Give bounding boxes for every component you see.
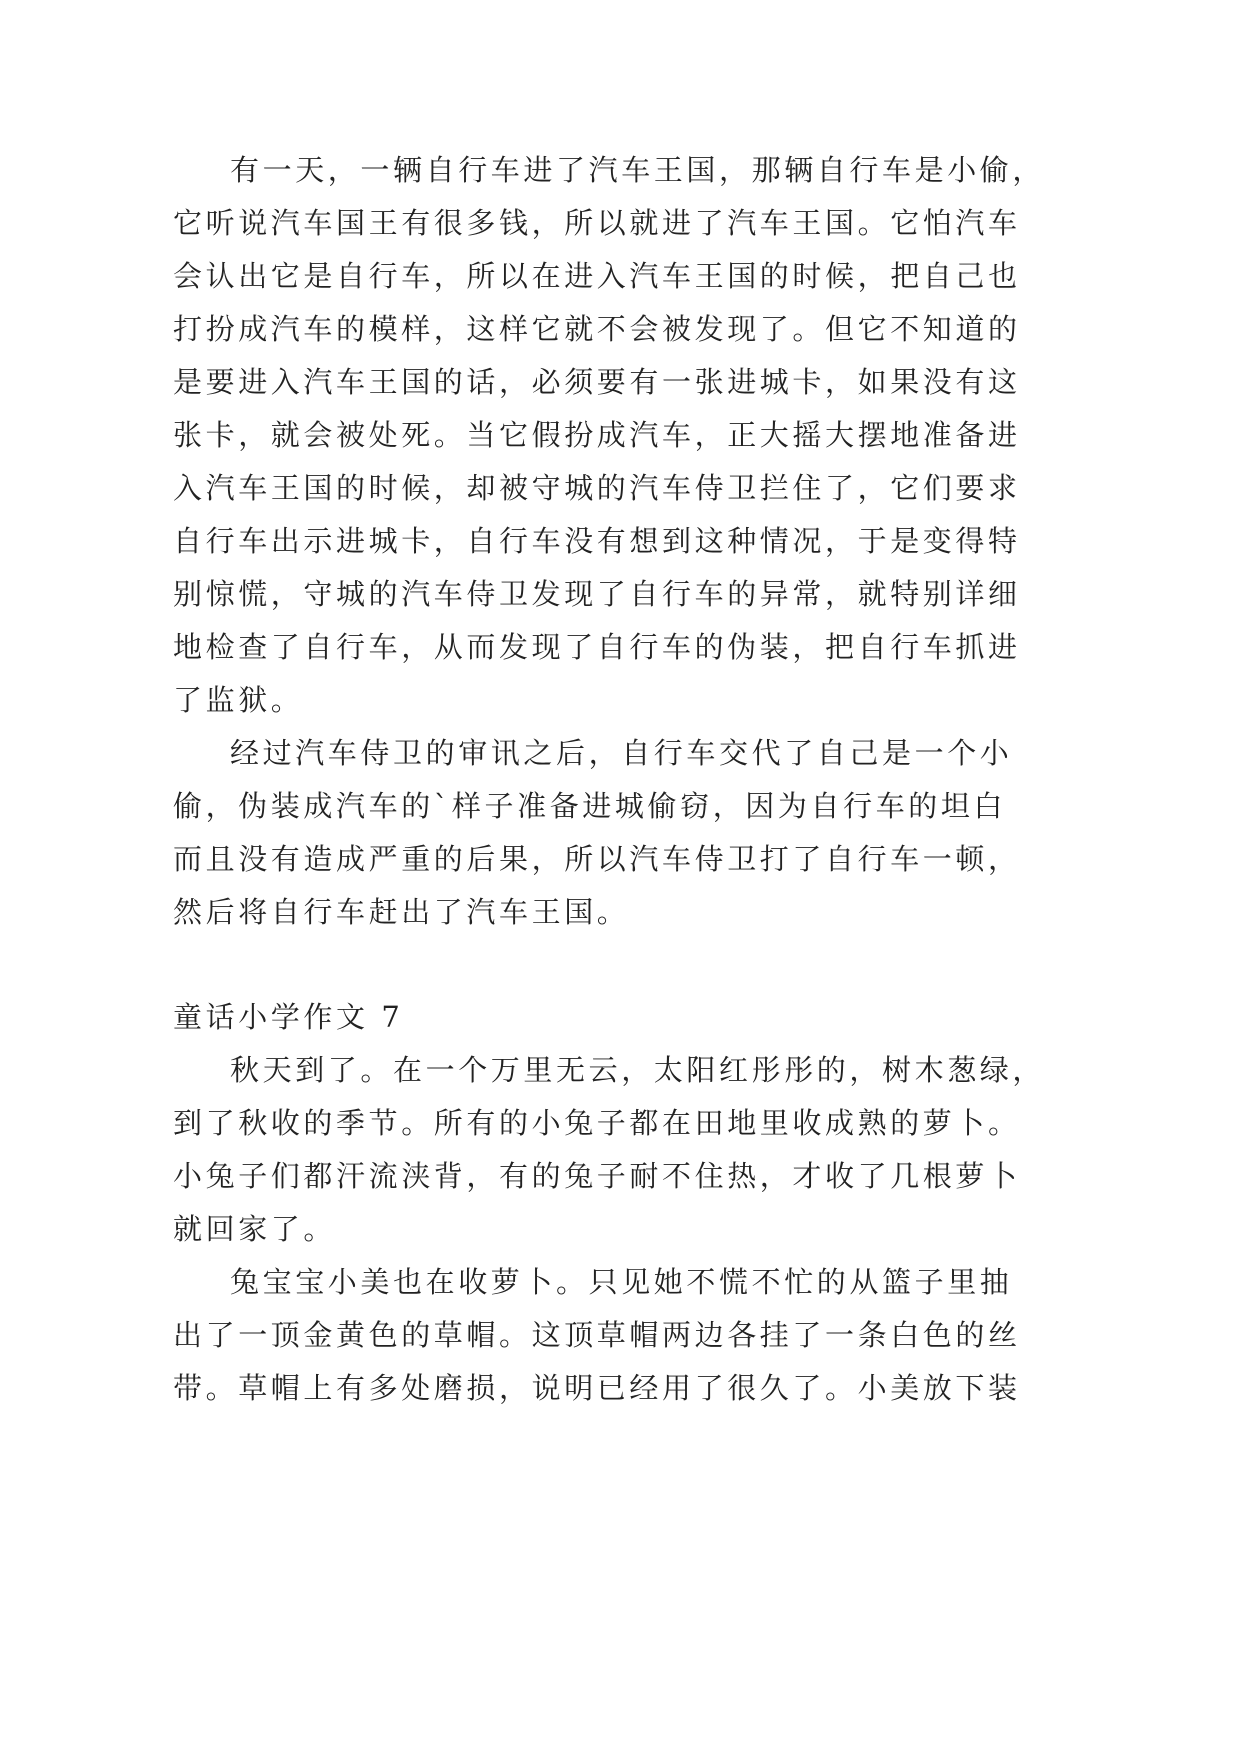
paragraph-line: 了监狱。	[173, 683, 304, 717]
paragraph-line: 是要进入汽车王国的话，必须要有一张进城卡，如果没有这	[173, 365, 1021, 399]
paragraph-line: 张卡，就会被处死。当它假扮成汽车，正大摇大摆地准备进	[173, 418, 1021, 452]
paragraph-line: 出了一顶金黄色的草帽。这顶草帽两边各挂了一条白色的丝	[173, 1318, 1021, 1352]
paragraph-line: 地检查了自行车，从而发现了自行车的伪装，把自行车抓进	[173, 630, 1021, 664]
paragraph-line: 它听说汽车国王有很多钱，所以就进了汽车王国。它怕汽车	[173, 206, 1021, 240]
paragraph-line: 就回家了。	[173, 1212, 337, 1246]
paragraph-line: 带。草帽上有多处磨损，说明已经用了很久了。小美放下装	[173, 1371, 1021, 1405]
paragraph-line: 然后将自行车赶出了汽车王国。	[173, 895, 630, 929]
paragraph-line: 入汽车王国的时候，却被守城的汽车侍卫拦住了，它们要求	[173, 471, 1021, 505]
paragraph-line: 秋天到了。在一个万里无云，太阳红彤彤的，树木葱绿，	[230, 1053, 1046, 1087]
paragraph-line: 自行车出示进城卡，自行车没有想到这种情况，于是变得特	[173, 524, 1021, 558]
section-heading: 童话小学作文 7	[173, 1000, 404, 1034]
paragraph-line: 会认出它是自行车，所以在进入汽车王国的时候，把自己也	[173, 259, 1021, 293]
paragraph-line: 经过汽车侍卫的审讯之后，自行车交代了自己是一个小	[230, 736, 1013, 770]
paragraph-line: 兔宝宝小美也在收萝卜。只见她不慌不忙的从篮子里抽	[230, 1265, 1013, 1299]
paragraph-line: 打扮成汽车的模样，这样它就不会被发现了。但它不知道的	[173, 312, 1021, 346]
paragraph-line: 小兔子们都汗流浃背，有的兔子耐不住热，才收了几根萝卜	[173, 1159, 1021, 1193]
paragraph-line: 到了秋收的季节。所有的小兔子都在田地里收成熟的萝卜。	[173, 1106, 1021, 1140]
paragraph-line: 而且没有造成严重的后果，所以汽车侍卫打了自行车一顿，	[173, 842, 1021, 876]
paragraph-line: 偷，伪装成汽车的`样子准备进城偷窃，因为自行车的坦白	[173, 789, 1007, 823]
paragraph-line: 有一天，一辆自行车进了汽车王国，那辆自行车是小偷，	[230, 153, 1046, 187]
paragraph-line: 别惊慌，守城的汽车侍卫发现了自行车的异常，就特别详细	[173, 577, 1021, 611]
